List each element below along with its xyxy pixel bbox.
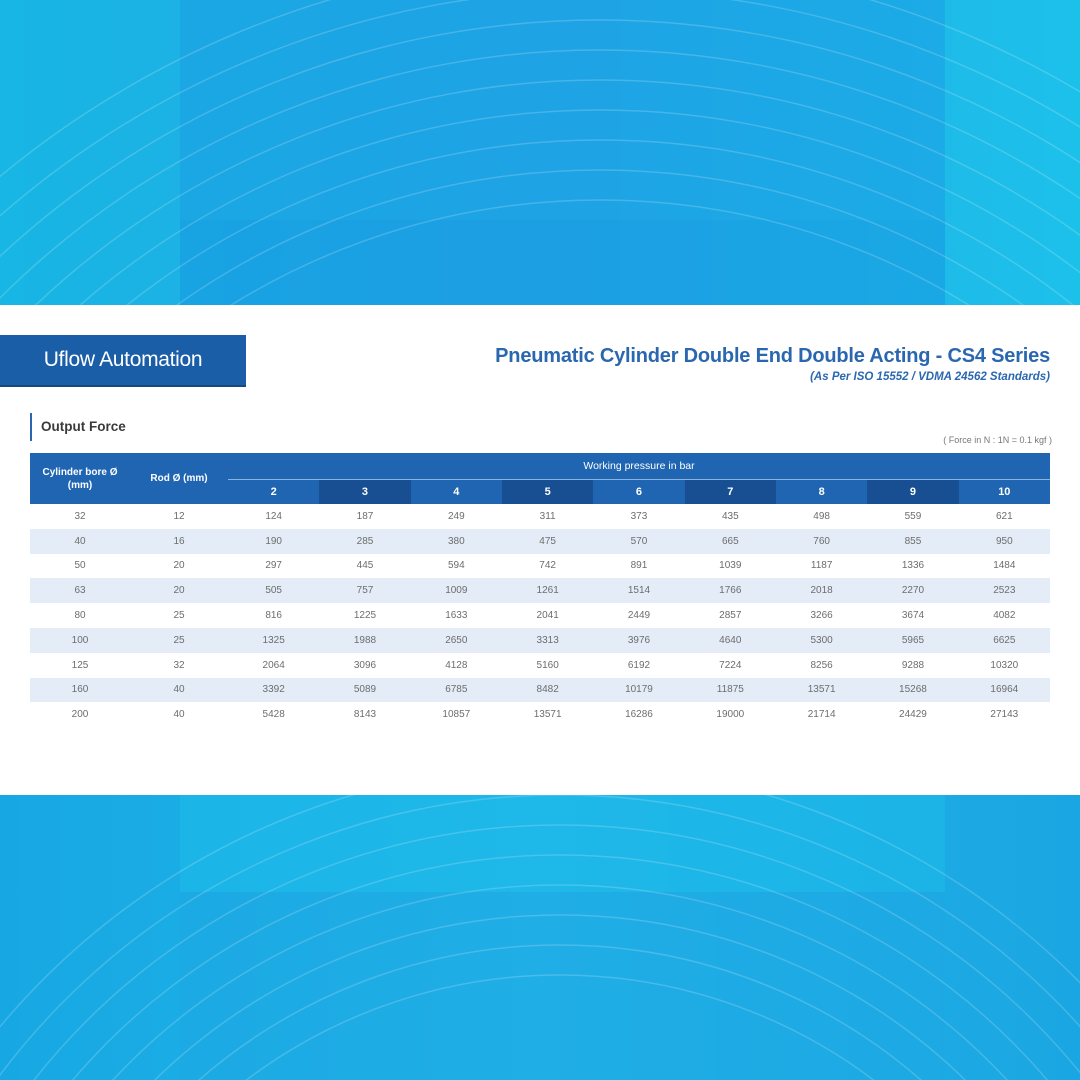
- cell-force: 1187: [810, 560, 833, 572]
- cell-force: 950: [959, 529, 1050, 554]
- cell-force: 6785: [411, 678, 502, 703]
- pressure-header-cell: 10: [959, 480, 1050, 505]
- output-force-table: [30, 453, 1050, 727]
- cell-force: 24429: [899, 709, 927, 721]
- cell-rod: 25: [130, 628, 228, 653]
- cell-force: 3392: [228, 678, 319, 703]
- table-row: [30, 653, 1050, 678]
- cell-force: 13571: [776, 678, 867, 703]
- cell-force: 6192: [627, 659, 651, 671]
- cell-force: 5428: [262, 709, 285, 721]
- column-header-rod: Rod Ø (mm): [130, 453, 228, 504]
- column-header-bore: Cylinder bore Ø (mm): [30, 453, 130, 504]
- cell-force: 855: [867, 529, 958, 554]
- cell-rod: 20: [173, 560, 185, 572]
- cell-force: 1336: [901, 560, 925, 572]
- pressure-header-cell: 4: [411, 480, 502, 505]
- pressure-header-cell: 6: [593, 480, 684, 505]
- cell-force: 816: [265, 610, 282, 622]
- table-row: [30, 554, 1050, 579]
- table-row: [30, 702, 1050, 727]
- cell-force: 3674: [901, 610, 925, 622]
- cell-bore: 100: [30, 628, 130, 653]
- cell-force: 1766: [685, 578, 776, 603]
- cell-rod: 40: [173, 709, 185, 721]
- cell-force: 11875: [685, 678, 776, 703]
- unit-note: ( Force in N : 1N = 0.1 kgf ): [943, 435, 1052, 445]
- cell-force: 3096: [353, 659, 377, 671]
- cell-force: 1484: [993, 560, 1016, 572]
- cell-force: 10179: [593, 678, 684, 703]
- cell-force: 1261: [502, 578, 593, 603]
- cell-force: 665: [685, 529, 776, 554]
- cell-rod: 20: [130, 578, 228, 603]
- table-row: [30, 578, 1050, 603]
- cell-force: 435: [721, 510, 739, 522]
- pressure-header-cell: 3: [319, 480, 410, 505]
- header-row: [30, 453, 1050, 480]
- cell-bore: 40: [30, 529, 130, 554]
- cell-force: 5160: [536, 659, 559, 671]
- table-row: [30, 628, 1050, 653]
- cell-force: 475: [502, 529, 593, 554]
- cell-force: 8143: [353, 709, 377, 721]
- cell-force: 742: [539, 560, 556, 572]
- cell-force: 2523: [959, 578, 1050, 603]
- cell-force: 16286: [625, 709, 653, 721]
- pressure-header-cell: 2: [228, 480, 319, 505]
- cell-force: 594: [447, 560, 465, 572]
- cell-force: 559: [904, 510, 922, 522]
- section-title: Output Force: [30, 413, 126, 441]
- cell-rod: 32: [173, 659, 185, 671]
- pressure-header-cell: 8: [776, 480, 867, 505]
- cell-force: 498: [813, 510, 830, 522]
- cell-force: 4082: [993, 610, 1016, 622]
- cell-force: 9288: [901, 659, 925, 671]
- cell-force: 5965: [867, 628, 958, 653]
- table-row: [30, 603, 1050, 628]
- background-arcs-top: [0, 0, 1080, 305]
- cell-force: 1325: [228, 628, 319, 653]
- cell-force: 311: [539, 510, 556, 522]
- cell-force: 27143: [990, 709, 1019, 721]
- cell-force: 2064: [262, 659, 285, 671]
- table-row: [30, 529, 1050, 554]
- cell-force: 621: [995, 510, 1013, 522]
- cell-force: 1225: [353, 610, 377, 622]
- cell-force: 16964: [959, 678, 1050, 703]
- cell-force: 21714: [807, 709, 836, 721]
- cell-force: 1633: [445, 610, 468, 622]
- table-body: [30, 504, 1050, 727]
- cell-rod: 40: [130, 678, 228, 703]
- cell-force: 3976: [593, 628, 684, 653]
- cell-bore: 125: [71, 659, 89, 671]
- cell-rod: 16: [130, 529, 228, 554]
- cell-bore: 200: [71, 709, 89, 721]
- background-top: [0, 0, 1080, 305]
- cell-force: 249: [447, 510, 465, 522]
- cell-force: 10320: [990, 659, 1019, 671]
- cell-force: 760: [776, 529, 867, 554]
- spec-sheet: [0, 305, 1080, 795]
- cell-force: 297: [265, 560, 282, 572]
- cell-force: 373: [630, 510, 648, 522]
- cell-bore: 80: [74, 610, 86, 622]
- pressure-header-cell: 5: [502, 480, 593, 505]
- cell-force: 2041: [536, 610, 559, 622]
- cell-force: 757: [319, 578, 410, 603]
- document-subtitle: (As Per ISO 15552 / VDMA 24562 Standards): [810, 371, 1050, 383]
- cell-force: 5089: [319, 678, 410, 703]
- cell-force: 4128: [445, 659, 468, 671]
- cell-force: 2857: [719, 610, 742, 622]
- background-arcs-bottom: [0, 795, 1080, 1080]
- cell-bore: 63: [30, 578, 130, 603]
- table-row: [30, 504, 1050, 529]
- cell-force: 3313: [502, 628, 593, 653]
- cell-force: 1009: [411, 578, 502, 603]
- cell-force: 285: [319, 529, 410, 554]
- cell-force: 8256: [810, 659, 833, 671]
- cell-force: 19000: [716, 709, 745, 721]
- cell-bore: 50: [74, 560, 86, 572]
- cell-rod: 25: [173, 610, 185, 622]
- cell-force: 13571: [533, 709, 562, 721]
- brand-label: Uflow Automation: [0, 335, 246, 385]
- cell-force: 15268: [867, 678, 958, 703]
- cell-force: 124: [265, 510, 282, 522]
- cell-force: 570: [593, 529, 684, 554]
- pressure-header-cell: 7: [685, 480, 776, 505]
- cell-force: 380: [411, 529, 502, 554]
- cell-bore: 32: [74, 510, 86, 522]
- cell-force: 187: [356, 510, 374, 522]
- cell-force: 445: [356, 560, 374, 572]
- document-title: Pneumatic Cylinder Double End Double Acting - CS4 Series: [495, 345, 1050, 367]
- cell-force: 1039: [719, 560, 742, 572]
- cell-force: 2650: [411, 628, 502, 653]
- cell-force: 7224: [719, 659, 742, 671]
- cell-force: 5300: [776, 628, 867, 653]
- cell-bore: 160: [30, 678, 130, 703]
- table-row: [30, 678, 1050, 703]
- cell-rod: 12: [173, 510, 185, 522]
- pressure-header-cell: 9: [867, 480, 958, 505]
- cell-force: 3266: [810, 610, 833, 622]
- cell-force: 4640: [685, 628, 776, 653]
- cell-force: 2018: [776, 578, 867, 603]
- cell-force: 6625: [959, 628, 1050, 653]
- cell-force: 2270: [867, 578, 958, 603]
- cell-force: 1514: [593, 578, 684, 603]
- cell-force: 1988: [319, 628, 410, 653]
- cell-force: 8482: [502, 678, 593, 703]
- cell-force: 2449: [627, 610, 651, 622]
- cell-force: 190: [228, 529, 319, 554]
- cell-force: 891: [630, 560, 648, 572]
- cell-force: 10857: [442, 709, 471, 721]
- background-bottom: [0, 795, 1080, 1080]
- column-header-pressure: Working pressure in bar: [228, 453, 1050, 480]
- cell-force: 505: [228, 578, 319, 603]
